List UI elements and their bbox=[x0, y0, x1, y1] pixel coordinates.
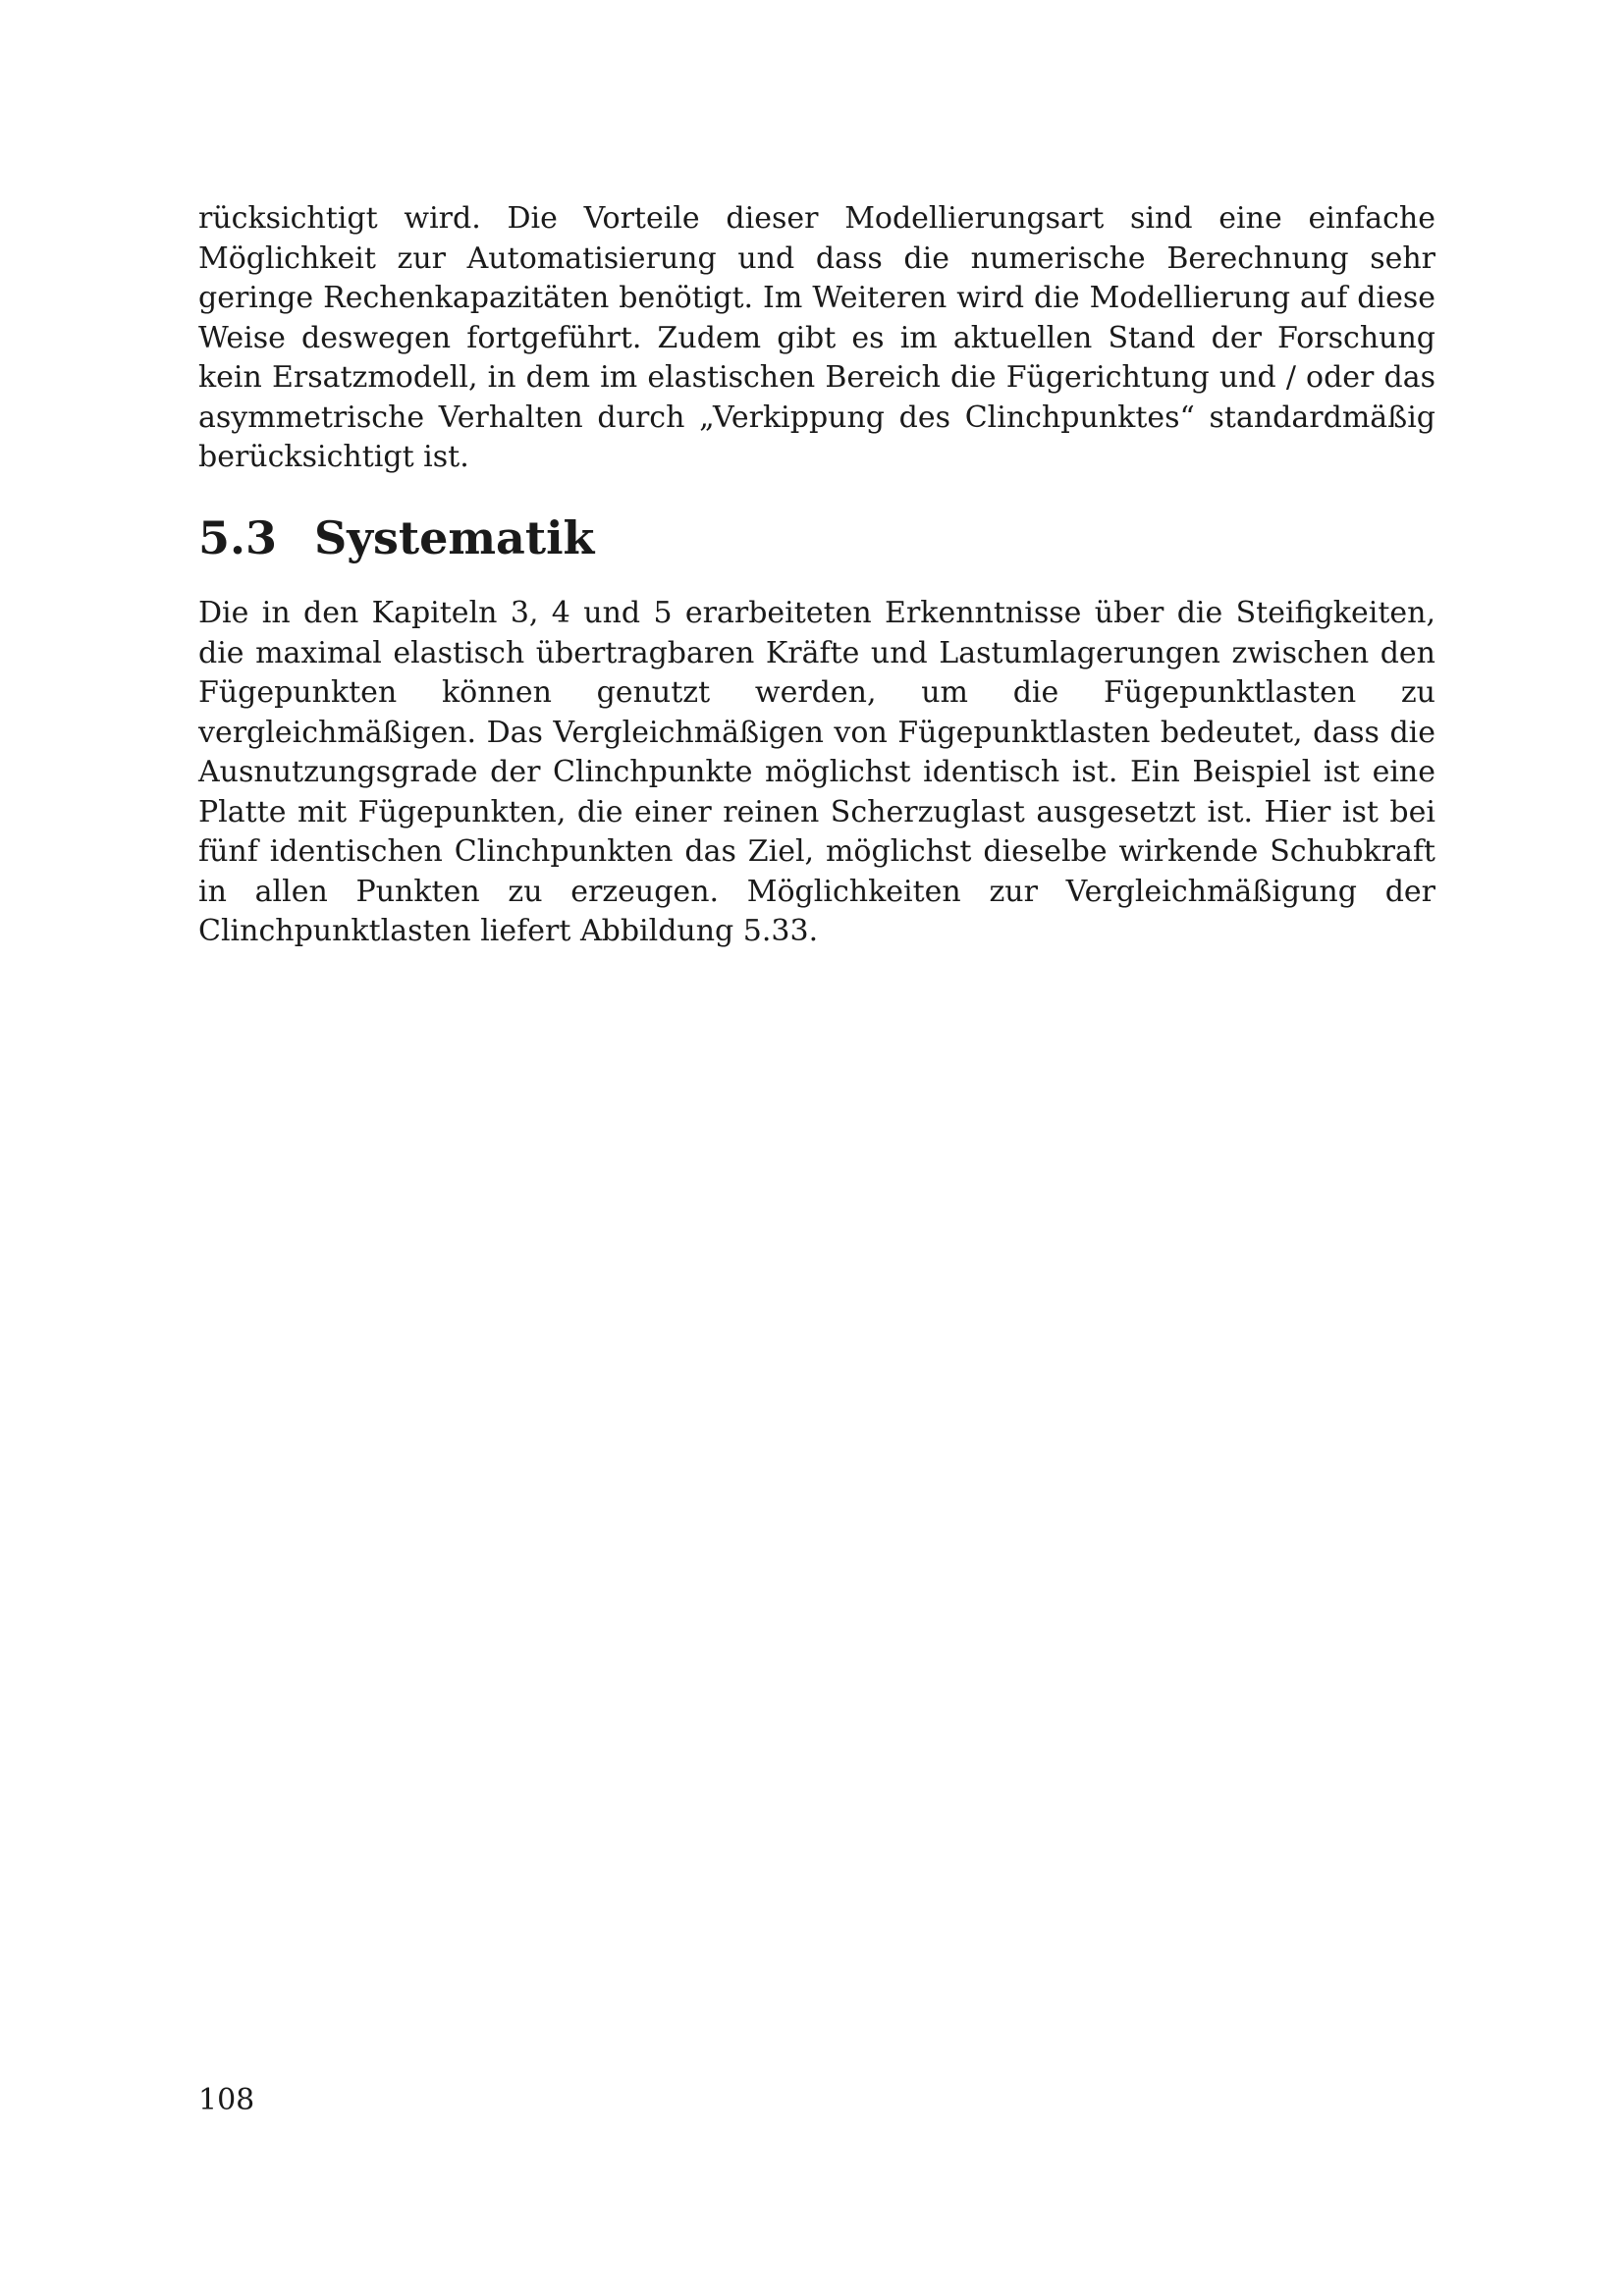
section-number: 5.3 bbox=[198, 511, 278, 564]
page-number: 108 bbox=[198, 2083, 255, 2117]
paragraph-modelling-summary: rücksichtigt wird. Die Vorteile dieser Modellierungsart sind eine einfache Möglichkeit zur Automatisierung und dass die numerische Berechnung sehr geringe Rechenkapazitäten benötigt. Im Weiteren wird die Modellierung auf diese Weise deswegen fortgeführt. Zudem gibt es im aktuellen Stand der Forschung kein Ersatzmodell, in dem im elastischen Bereich die Fügerichtung und / oder das asymmetrische Verhalten durch „Verkippung des Clinchpunktes“ standardmäßig berücksichtigt ist. bbox=[198, 201, 1435, 474]
section-heading bbox=[198, 510, 594, 565]
section-title: Systematik bbox=[314, 511, 595, 564]
paragraph-systematik: Die in den Kapiteln 3, 4 und 5 erarbeiteten Erkenntnisse über die Steifigkeiten, die maximal elastisch übertragbaren Kräfte und Lastumlagerungen zwischen den Fügepunkten können genutzt werden, um die Fügepunktlasten zu vergleichmäßigen. Das Vergleichmäßigen von Fügepunktlasten bedeutet, dass die Ausnutzungsgrade der Clinchpunkte möglichst identisch ist. Ein Beispiel ist eine Platte mit Fügepunkten, die einer reinen Scherzuglast ausgesetzt ist. Hier ist bei fünf identischen Clinchpunkten das Ziel, möglichst dieselbe wirkende Schubkraft in allen Punkten zu erzeugen. Möglichkeiten zur Vergleichmäßigung der Clinchpunktlasten liefert Abbildung 5.33. bbox=[198, 596, 1435, 948]
